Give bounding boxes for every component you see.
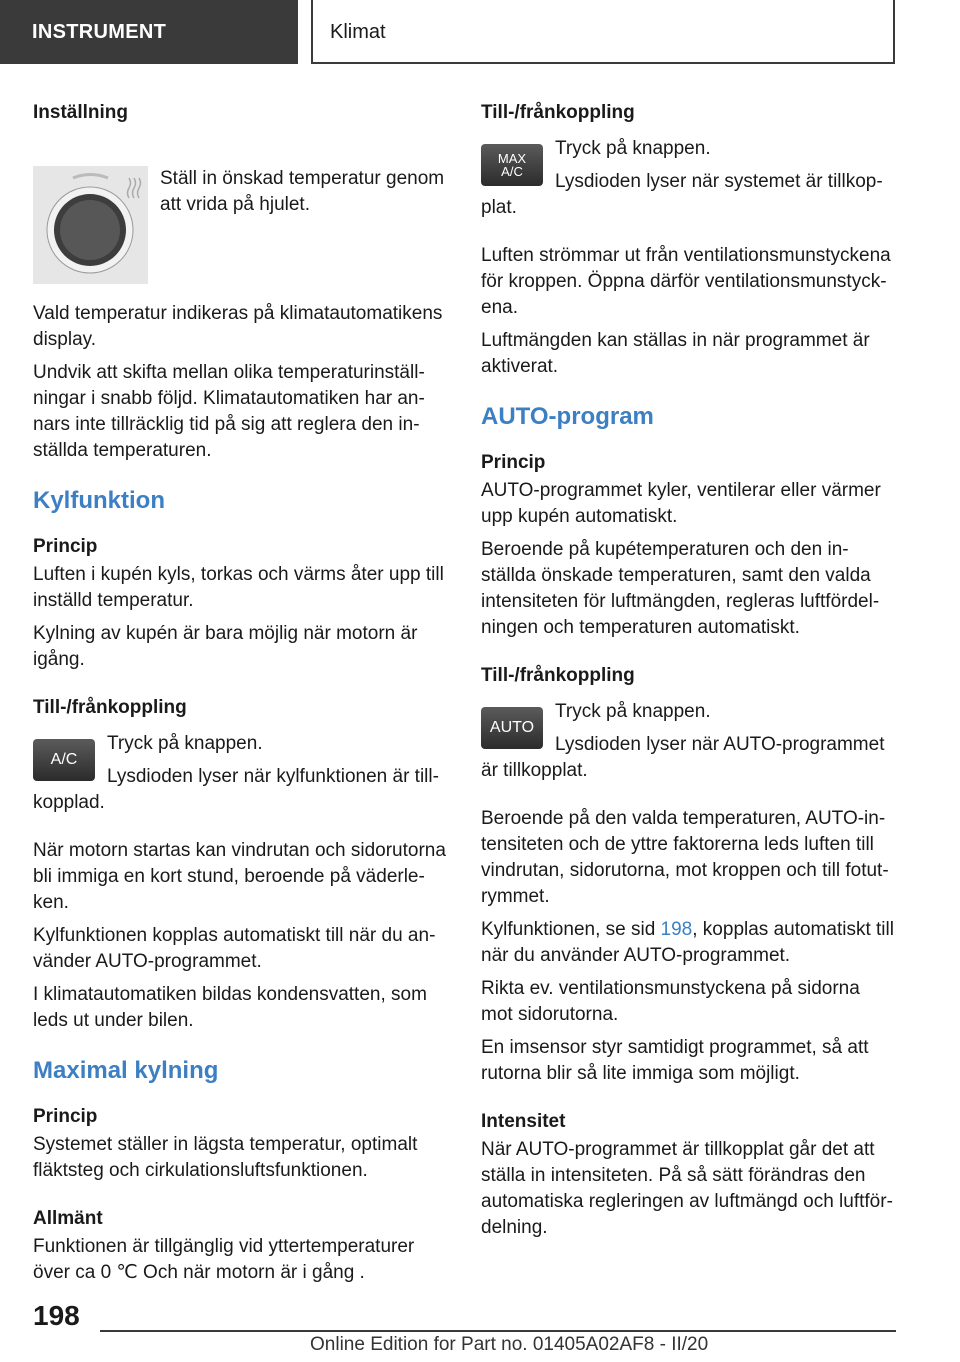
left-column bbox=[33, 100, 447, 1293]
installning-p2: Undvik att skifta mellan olika temperaturinställningar i snabb följd. Klimatautomatiken har annars inte tillräcklig tid på sig att reglera den inställda temperaturen. bbox=[33, 362, 425, 461]
right-column bbox=[481, 100, 895, 1248]
intensitet-heading: Intensitet bbox=[481, 1111, 566, 1132]
maximal-p2: Funktionen är tillgänglig vid yttertemperaturer över ca 0 ℃ Och när motorn är i gång . bbox=[33, 1236, 415, 1283]
edition-text: Online Edition for Part no. 01405A02AF8 - II/20 bbox=[310, 1334, 709, 1355]
maximal-heading: Maximal kylning bbox=[33, 1057, 219, 1084]
kylfunktion-p2: Kylning av kupén är bara möjlig när motorn är igång. bbox=[33, 623, 418, 670]
knob-icon bbox=[33, 166, 148, 284]
auto-p6: En imsensor styr samtidigt programmet, så att rutorna blir så lite immiga som möjligt. bbox=[481, 1037, 869, 1084]
auto-toggle-heading: Till-/frånkoppling bbox=[481, 665, 635, 686]
kylfunktion-princip-heading: Princip bbox=[33, 536, 98, 557]
maxac-led-text: Lysdioden lyser när systemet är tillkopplat. bbox=[481, 171, 883, 218]
ac-button-row bbox=[33, 731, 447, 823]
maxac-button-row bbox=[481, 136, 895, 228]
auto-led-text: Lysdioden lyser när AUTO-programmet är tillkopplat. bbox=[481, 734, 885, 781]
maxac-press-text: Tryck på knappen. bbox=[555, 138, 711, 159]
maxac-p1: Luften strömmar ut från ventilationsmunstyckena för kroppen. Öppna därför ventilationsmunstyckena. bbox=[481, 245, 891, 318]
kylfunktion-heading: Kylfunktion bbox=[33, 487, 165, 514]
auto-button-icon: AUTO bbox=[481, 707, 543, 749]
auto-heading: AUTO-program bbox=[481, 403, 654, 430]
section-label: INSTRUMENT bbox=[0, 0, 298, 64]
auto-p3: Beroende på den valda temperaturen, AUTO-intensiteten och de yttre faktorerna leds luften till vindrutan, sidorutorna, mot kroppen och till fotutrymmet. bbox=[481, 808, 889, 907]
maxac-p2: Luftmängden kan ställas in när programmet är aktiverat. bbox=[481, 330, 870, 377]
auto-press-text: Tryck på knappen. bbox=[555, 701, 711, 722]
maximal-allmant-heading: Allmänt bbox=[33, 1208, 103, 1229]
ac-led-text: Lysdioden lyser när kylfunktionen är tillkopplad. bbox=[33, 766, 439, 813]
auto-button-row bbox=[481, 699, 895, 791]
installning-heading: Inställning bbox=[33, 102, 128, 123]
installning-p1: Vald temperatur indikeras på klimatautomatikens display. bbox=[33, 303, 443, 350]
kylfunktion-p3: När motorn startas kan vindrutan och sidorutorna bli immiga en kort stund, beroende på väderleken. bbox=[33, 840, 446, 913]
auto-p1: AUTO-programmet kyler, ventilerar eller värmer upp kupén automatiskt. bbox=[481, 480, 881, 527]
kylfunktion-p5: I klimatautomatiken bildas kondensvatten, som leds ut under bilen. bbox=[33, 984, 427, 1031]
auto-p7: När AUTO-programmet är tillkopplat går det att ställa in intensiteten. På så sätt förändras den automatiska regleringen av luftmängd och luftfördelning. bbox=[481, 1139, 893, 1238]
maxac-toggle-heading: Till-/frånkoppling bbox=[481, 102, 635, 123]
ac-press-text: Tryck på knappen. bbox=[107, 733, 263, 754]
auto-princip-heading: Princip bbox=[481, 452, 546, 473]
installning-caption: Ställ in önskad temperatur genom att vrida på hjulet. bbox=[160, 168, 445, 215]
auto-p4-post: , kopplas automatiskt till när du använder AUTO-programmet. bbox=[481, 919, 894, 966]
installning-figure bbox=[33, 166, 447, 286]
max-ac-button-icon bbox=[481, 144, 543, 186]
maximal-p1: Systemet ställer in lägsta temperatur, optimalt fläktsteg och cirkulationsluftsfunktionen. bbox=[33, 1134, 418, 1181]
kylfunktion-p1: Luften i kupén kyls, torkas och värms åter upp till inställd temperatur. bbox=[33, 564, 444, 611]
page-ref-link[interactable]: 198 bbox=[660, 919, 693, 940]
auto-p4 bbox=[481, 917, 895, 969]
page-header bbox=[0, 0, 960, 66]
max-ac-line1: MAX bbox=[497, 151, 527, 166]
page-number: 198 bbox=[33, 1300, 80, 1331]
kylfunktion-p4: Kylfunktionen kopplas automatiskt till när du använder AUTO-programmet. bbox=[33, 925, 436, 972]
maximal-princip-heading: Princip bbox=[33, 1106, 98, 1127]
kylfunktion-toggle-heading: Till-/frånkoppling bbox=[33, 697, 187, 718]
footer-divider bbox=[100, 1330, 896, 1332]
auto-p5: Rikta ev. ventilationsmunstyckena på sidorna mot sidorutorna. bbox=[481, 978, 860, 1025]
auto-p2: Beroende på kupétemperaturen och den inställda önskade temperaturen, samt den valda intensiteten för luftmängden, regleras luftfördelningen och temperaturen automatiskt. bbox=[481, 539, 880, 638]
max-ac-line2: A/C bbox=[501, 164, 523, 179]
ac-button-icon: A/C bbox=[33, 739, 95, 781]
temperature-knob-image bbox=[33, 166, 148, 284]
auto-p4-pre: Kylfunktionen, se sid bbox=[481, 919, 661, 940]
chapter-title: Klimat bbox=[311, 0, 895, 64]
